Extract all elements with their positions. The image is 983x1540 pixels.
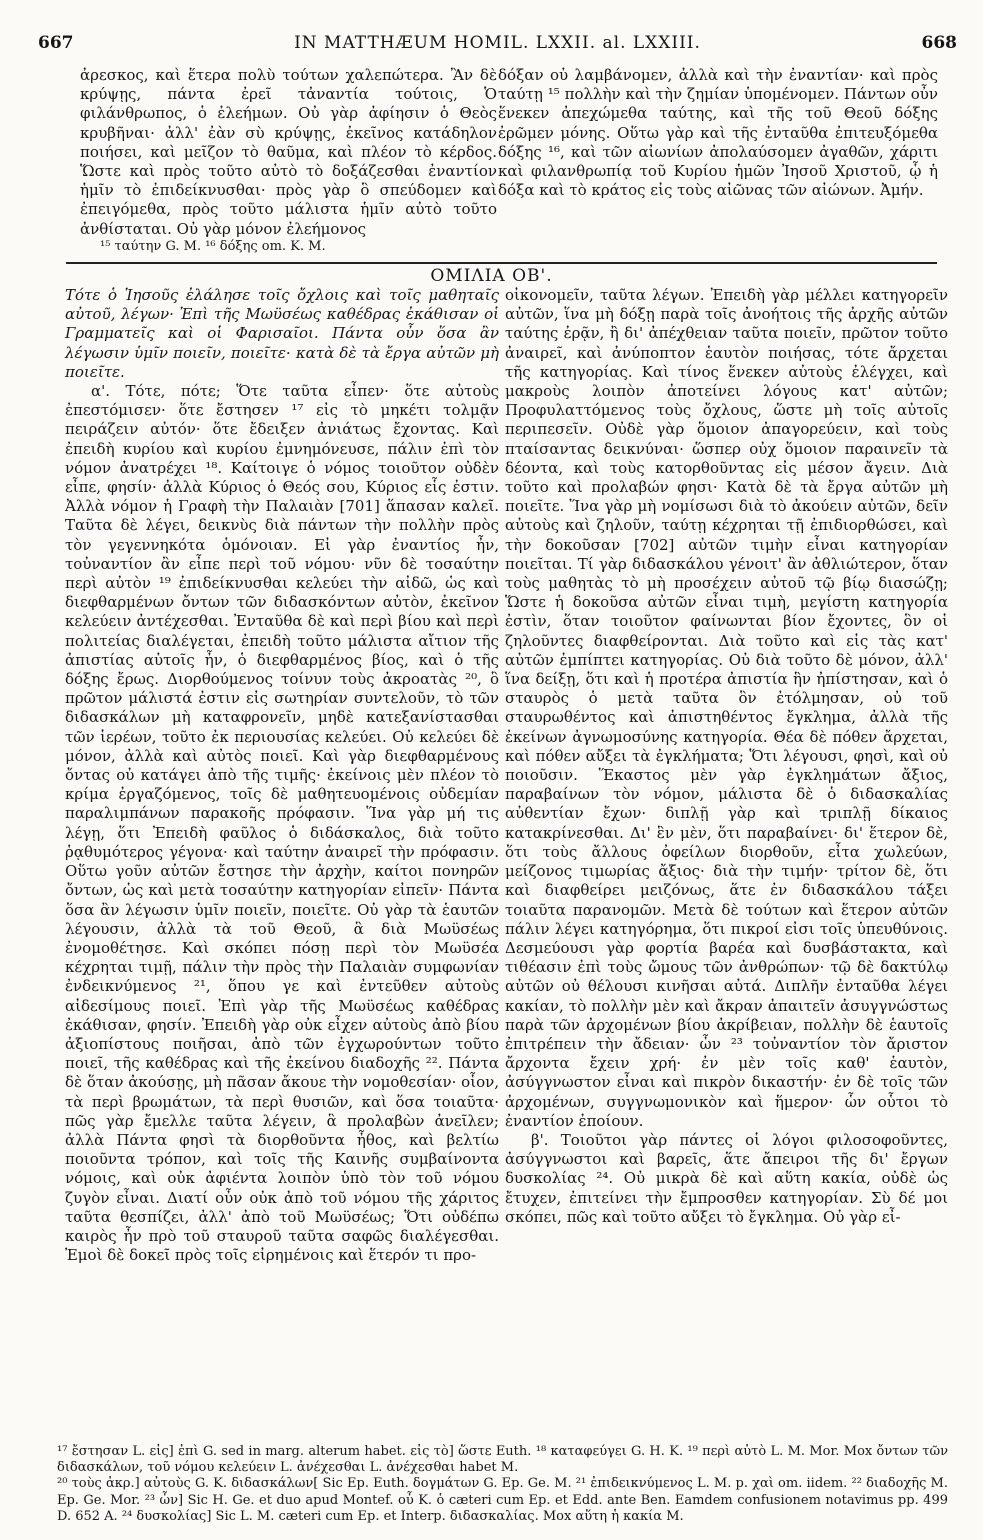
top-right-text: δόξαν οὐ λαμβάνομεν, ἀλλὰ καὶ τὴν ἐναντίαν· καὶ πρὸς ταύτῃ ¹⁵ πολλὴν καὶ τὴν ζημίαν ὑπομένομεν. Πάντων οὖν ἕνεκεν ἀπεχώμεθα ταύτης, καὶ τῆς τοῦ Θεοῦ δόξης ἐρῶμεν μόνης. Οὕτω γὰρ καὶ τῆς ἐνταῦθα ἐπιτευξόμεθα δόξης ¹⁶, καὶ τῶν αἰωνίων ἀπολαύσομεν ἀγαθῶν, χάριτι καὶ φιλανθρωπίᾳ τοῦ Κυρίου ἡμῶν Ἰησοῦ Χριστοῦ, ᾧ ἡ δόξα καὶ τὸ κράτος εἰς τοὺς αἰῶνας τῶν αἰώνων. Ἀμήν. — [498, 66, 938, 200]
footnote-line: ²⁰ τοὺς ἀκρ.] αὐτοὺς G. K. διδασκάλων[ Sic Ep. Euth. δογμάτων G. Ep. Ge. M. ²¹ ἐπιδεικνύμενος L. M. p. χαὶ om. iidem. ²² διαδοχῆς M. Ep. Ge. Mor. ²³ ὧν] Sic H. Ge. et duo apud Montef. οὗ K. ὁ cæteri cum Ep. et Edd. ante Ben. Eamdem confusionem notavimus pp. 499 D. 652 A. ²⁴ δυσκολίας] Sic L. M. cæteri cum Ep. et Interp. διδασκαλίας. Mox αὕτη ἡ κακία M. — [57, 1476, 948, 1524]
footnote-line: ¹⁷ ἔστησαν L. εἰς] ἐπὶ G. sed in marg. alterum habet. εἰς τὸ] ὥστε Euth. ¹⁸ καταφεύγει G. H. K. ¹⁹ περὶ αὐτὸ L. M. Mor. Mox ὄντων τῶν διδασκάλων, τοῦ νόμου κελεύειν L. ἀνέχεσθαι L. ἀνέχεσθαι habet M. — [57, 1444, 948, 1476]
left-body-text: α'. Τότε, πότε; Ὅτε ταῦτα εἶπεν· ὅτε αὐτοὺς ἐπεστόμισεν· ὅτε ἔστησεν ¹⁷ εἰς τὸ μηκέτι τολμᾷν πειράζειν αὐτόν· ὅτε ἔδειξεν ἀνιάτως ἔχοντας. Καὶ ἐπειδὴ κυρίου καὶ κυρίου ἐμνημόνευσε, πάλιν ἐπὶ τὸν νόμον ἀνατρέχει ¹⁸. Καίτοιγε ὁ νόμος τοιοῦτον οὐδὲν εἶπε, φησίν· ἀλλὰ Κύριος ὁ Θεός σου, Κύριος εἷς ἐστιν. Ἀλλὰ νόμον ἡ Γραφὴ τὴν Παλαιὰν [701] ἅπασαν καλεῖ. Ταῦτα δὲ λέγει, δεικνὺς διὰ πάντων τὴν πολλὴν πρὸς τὸν γεγεννηκότα ὁμόνοιαν. Εἰ γὰρ ἐναντίος ἦν, τοὐναντίον ἂν εἶπε περὶ τοῦ νόμου· νῦν δὲ τοσαύτην περὶ αὐτὸν ¹⁹ ἐπιδείκνυσθαι κελεύει τὴν αἰδῶ, ὡς καὶ διεφθαρμένων ὄντων τῶν διδασκόντων αὐτὸν, ἐκεῖνον κελεύειν ἀντέχεσθαι. Ἐνταῦθα δὲ καὶ περὶ βίου καὶ περὶ πολιτείας διαλέγεται, ἐπειδὴ τοῦτο μάλιστα αἴτιον τῆς ἀπιστίας αὐτοῖς ἦν, ὁ διεφθαρμένος βίος, καὶ ὁ τῆς δόξης ἔρως. Διορθούμενος τοίνυν τοὺς ἀκροατὰς ²⁰, ὃ πρῶτον μάλιστά ἐστιν εἰς σωτηρίαν συντελοῦν, τὸ τῶν διδασκάλων μὴ καταφρονεῖν, μηδὲ κατεξανίστασθαι τῶν ἱερέων, τοῦτο ἐκ περιουσίας κελεύει. Οὐ κελεύει δὲ μόνον, ἀλλὰ καὶ αὐτὸς ποιεῖ. Καὶ γὰρ διεφθαρμένους ὄντας οὐ κατάγει ἀπὸ τῆς τιμῆς· ἐκείνοις μὲν πλέον τὸ κρίμα ἐργαζόμενος, τοῖς δὲ μαθητευομένοις οὐδεμίαν παραλιμπάνων παρακοῆς πρόφασιν. Ἵνα γὰρ μή τις λέγῃ, ὅτι Ἐπειδὴ φαῦλος ὁ διδάσκαλος, διὰ τοῦτο ῥᾳθυμότερος γέγονα· καὶ ταύτην ἀναιρεῖ τὴν πρόφασιν. Οὕτω γοῦν αὐτῶν ἔστησε τὴν ἀρχὴν, καίτοι πονηρῶν ὄντων, ὡς καὶ μετὰ τοσαύτην κατηγορίαν εἰπεῖν· Πάντα ὅσα ἂν λέγωσιν ὑμῖν ποιεῖν, ποιεῖτε. Οὐ γὰρ τὰ ἑαυτῶν λέγουσιν, ἀλλὰ τὰ τοῦ Θεοῦ, ἃ διὰ Μωϋσέως ἐνομοθέτησε. Καὶ σκόπει πόσῃ περὶ τὸν Μωϋσέα κέχρηται τιμῇ, πάλιν τὴν πρὸς τὴν Παλαιὰν συμφωνίαν ἐνδεικνύμενος ²¹, ὅπου γε καὶ ἐντεῦθεν αὐτοὺς αἰδεσίμους ποιεῖ. Ἐπὶ γὰρ τῆς Μωϋσέως καθέδρας ἐκάθισαν, φησίν. Ἐπειδὴ γὰρ οὐκ εἶχεν αὐτοὺς ἀπὸ βίου ἀξιοπίστους ποιῆσαι, ἀπὸ τῶν ἐγχωρούντων τοῦτο ποιεῖ, τῆς καθέδρας καὶ τῆς ἐκείνου διαδοχῆς ²². Πάντα δὲ ὅταν ἀκούσῃς, μὴ πᾶσαν ἄκουε τὴν νομοθεσίαν· οἷον, τὰ περὶ βρωμάτων, τὰ περὶ θυσιῶν, καὶ ὅσα τοιαῦτα· πῶς γὰρ ἔμελλε ταῦτα λέγειν, ἃ προλαβὼν ἀνεῖλεν; ἀλλὰ Πάντα φησὶ τὰ διορθοῦντα ἦθος, καὶ βελτίω ποιοῦντα τρόπον, καὶ τοῖς τῆς Καινῆς συμβαίνοντα νόμοις, καὶ οὐκ ἀφιέντα λοιπὸν ὑπὸ τὸν τοῦ νόμου ζυγὸν εἶναι. Διατί οὖν οὐκ ἀπὸ τοῦ νόμου τῆς χάριτος ταῦτα θεσπίζει, ἀλλ' ἀπὸ τοῦ Μωϋσέως; Ὅτι οὐδέπω καιρὸς ἦν πρὸ τοῦ σταυροῦ ταῦτα σαφῶς διαλέγεσθαι. Ἐμοὶ δὲ δοκεῖ πρὸς τοῖς εἰρημένοις καὶ ἕτερόν τι προ- — [65, 382, 499, 1265]
top-left-footnote: ¹⁵ ταύτην G. M. ¹⁶ δόξης om. K. M. — [100, 238, 326, 254]
main-left-column — [65, 286, 499, 1265]
page-number-left: 667 — [38, 33, 74, 53]
top-right-column — [498, 66, 938, 200]
section-divider — [66, 262, 937, 264]
running-title: IN MATTHÆUM HOMIL. LXXII. al. LXXIII. — [294, 33, 701, 53]
main-right-column — [505, 286, 948, 1227]
homily-title: ΟΜΙΛΙΑ ΟΒ'. — [430, 266, 553, 286]
top-left-column — [80, 66, 497, 255]
page-number-right: 668 — [921, 33, 957, 53]
scripture-lemma: Τότε ὁ Ἰησοῦς ἐλάλησε τοῖς ὄχλοις καὶ τοῖς μαθηταῖς αὐτοῦ, λέγων· Ἐπὶ τῆς Μωϋσέως καθέδρας ἐκάθισαν οἱ Γραμματεῖς καὶ οἱ Φαρισαῖοι. Πάντα οὖν ὅσα ἂν λέγωσιν ὑμῖν ποιεῖν, ποιεῖτε· κατὰ δὲ τὰ ἔργα αὐτῶν μὴ ποιεῖτε. — [65, 286, 499, 381]
right-body-text: οἰκονομεῖν, ταῦτα λέγων. Ἐπειδὴ γὰρ μέλλει κατηγορεῖν αὐτῶν, ἵνα μὴ δόξῃ παρὰ τοῖς ἀνοήτοις τῆς ἀρχῆς αὐτῶν ταύτης ἐρᾷν, ἢ δι' ἀπέχθειαν ταῦτα ποιεῖν, πρῶτον τοῦτο ἀναιρεῖ, καὶ ἀνύποπτον ἑαυτὸν ποιήσας, τότε ἄρχεται τῆς κατηγορίας. Καὶ τίνος ἕνεκεν αὐτοὺς ἐλέγχει, καὶ μακροὺς λοιπὸν ἀποτείνει λόγους κατ' αὐτῶν; Προφυλαττόμενος τοὺς ὄχλους, ὥστε μὴ τοῖς αὐτοῖς περιπεσεῖν. Οὐδὲ γὰρ ὅμοιον ἀπαγορεύειν, καὶ τοὺς πταίσαντας δεικνύναι· ὥσπερ οὐχ ὅμοιον παραινεῖν τὰ δέοντα, καὶ τοὺς κατορθοῦντας εἰς μέσον ἄγειν. Διὰ τοῦτο καὶ προλαβών φησι· Κατὰ δὲ τὰ ἔργα αὐτῶν μὴ ποιεῖτε. Ἵνα γὰρ μὴ νομίσωσι διὰ τὸ ἀκούειν αὐτῶν, δεῖν αὐτοὺς καὶ ζηλοῦν, ταύτῃ κέχρηται τῇ ἐπιδιορθώσει, καὶ τὴν δοκοῦσαν [702] αὐτῶν τιμὴν εἶναι κατηγορίαν ποιεῖται. Τί γὰρ διδασκάλου γένοιτ' ἂν ἀθλιώτερον, ὅταν τοὺς μαθητὰς τὸ μὴ προσέχειν αὐτοῦ τῷ βίῳ διασώζῃ; Ὥστε ἡ δοκοῦσα αὐτῶν εἶναι τιμὴ, μεγίστη κατηγορία ἐστὶν, ὅταν τοιοῦτον φαίνωνται βίον ἔχοντες, ὃν οἱ ζηλοῦντες διαφθείρονται. Διὰ τοῦτο καὶ εἰς τὰς κατ' αὐτῶν ἐμπίπτει κατηγορίας. Οὐ διὰ τοῦτο δὲ μόνον, ἀλλ' ἵνα δείξῃ, ὅτι καὶ ἡ προτέρα ἀπιστία ἣν ἠπίστησαν, καὶ ὁ σταυρὸς ὁ μετὰ ταῦτα ὃν ἐτόλμησαν, οὐ τοῦ σταυρωθέντος καὶ ἀπιστηθέντος ἔγκλημα, ἀλλὰ τῆς ἐκείνων ἀγνωμοσύνης κατηγορία. Θέα δὲ πόθεν ἄρχεται, καὶ πόθεν αὔξει τὰ ἐγκλήματα; Ὅτι λέγουσι, φησὶ, καὶ οὐ ποιοῦσιν. Ἕκαστος μὲν γὰρ ἐγκλημάτων ἄξιος, παραβαίνων τὸν νόμον, μάλιστα δὲ ὁ διδασκαλίας αὐθεντίαν ἔχων· διπλῇ γὰρ καὶ τριπλῇ δίκαιος κατακρίνεσθαι. Δι' ἓν μὲν, ὅτι παραβαίνει· δι' ἕτερον δὲ, ὅτι τοὺς ἄλλους ὀφείλων διορθοῦν, εἶτα χωλεύων, μείζονος τιμωρίας ἄξιος· διὰ τὴν τιμήν· τρίτον δὲ, ὅτι καὶ διαφθείρει μειζόνως, ἅτε ἐν διδασκάλου τάξει τοιαῦτα παρανομῶν. Μετὰ δὲ τούτων καὶ ἕτερον αὐτῶν πάλιν λέγει κατηγόρημα, ὅτι πικροί εἰσι τοῖς ὑπευθύνοις. Δεσμεύουσι γὰρ φορτία βαρέα καὶ δυσβάστακτα, καὶ τιθέασιν ἐπὶ τοὺς ὤμους τῶν ἀνθρώπων· τῷ δὲ δακτύλῳ αὐτῶν οὐ θέλουσι κινῆσαι αὐτά. Διπλῆν ἐνταῦθα λέγει κακίαν, τὸ πολλὴν μὲν καὶ ἄκραν ἀπαιτεῖν ἀσυγγνώστως παρὰ τῶν ἀρχομένων βίου ἀκρίβειαν, πολλὴν δὲ ἑαυτοῖς ἐπιτρέπειν τὴν ἄδειαν· ὧν ²³ τοὐναντίον τὸν ἄριστον ἄρχοντα ἔχειν χρή· ἐν μὲν τοῖς καθ' ἑαυτὸν, ἀσύγγνωστον εἶναι καὶ πικρὸν δικαστήν· ἐν δὲ τοῖς τῶν ἀρχομένων, συγγνωμονικὸν καὶ ἥμερον· ὧν οὗτοι τὸ ἐναντίον ἐποίουν. — [505, 286, 948, 1130]
top-left-text: ἀρεσκος, καὶ ἕτερα πολὺ τούτων χαλεπώτερα. Ἂν δὲ κρύψῃς, πάντα ἐρεῖ τἀναντία τούτοις, Ὁ φιλάνθρωπος, ὁ ἐλεήμων. Οὐ γὰρ ἀφίησιν ὁ Θεὸς κρυβῆναι· ἀλλ' ἐὰν σὺ κρύψῃς, ἐκεῖνος κατάδηλον ποιήσει, καὶ μεῖζον τὸ θαῦμα, καὶ πλέον τὸ κέρδος. Ὥστε καὶ πρὸς τοῦτο αὐτὸ τὸ δοξάζεσθαι ἐναντίον ἡμῖν τὸ ἐπιδείκνυσθαι· πρὸς γὰρ ὃ σπεύδομεν καὶ ἐπειγόμεθα, πρὸς τοῦτο μάλιστα ἡμῖν αὐτὸ τοῦτο ἀνθίσταται. Οὐ γὰρ μόνον ἐλεήμονος — [80, 66, 497, 238]
running-head — [38, 33, 957, 57]
footnotes — [57, 1444, 948, 1525]
right-body-text-2: β'. Τοιοῦτοι γὰρ πάντες οἱ λόγοι φιλοσοφοῦντες, ἀσύγγνωστοι καὶ βαρεῖς, ἅτε ἄπειροι τῆς δι' ἔργων δυσκολίας ²⁴. Οὐ μικρὰ δὲ καὶ αὕτη κακία, οὐδὲ ὡς ἔτυχεν, ἐπιτείνει τὴν ἔμπροσθεν κατηγορίαν. Σὺ δέ μοι σκόπει, πῶς καὶ τοῦτο αὔξει τὸ ἔγκλημα. Οὐ γὰρ εἶ- — [505, 1130, 948, 1226]
